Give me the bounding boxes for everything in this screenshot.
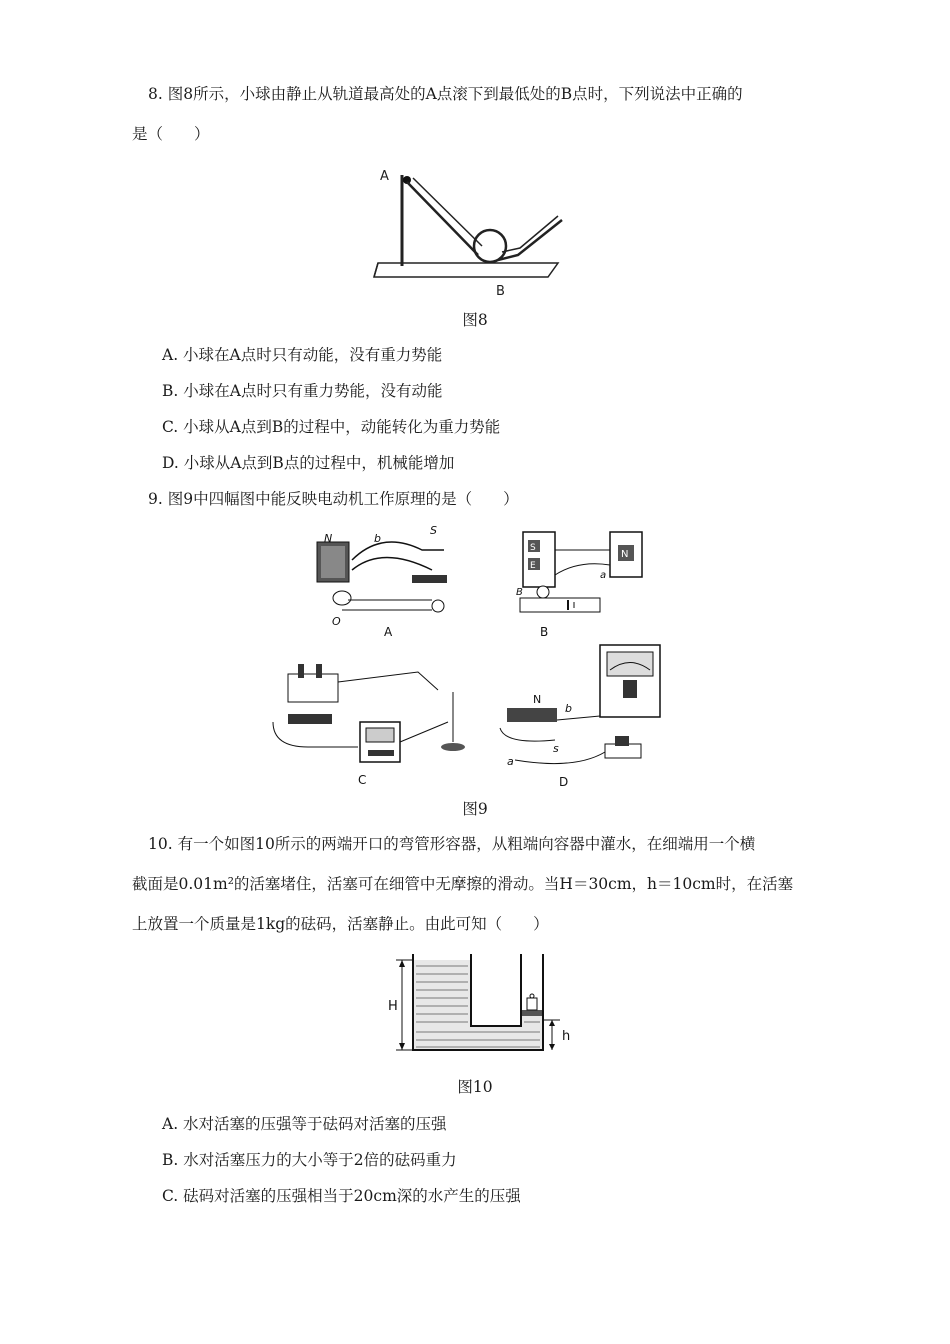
svg-text:E: E — [530, 561, 536, 571]
figure-9d-label: D — [559, 775, 569, 789]
figure-9a-label: A — [384, 625, 393, 639]
svg-text:b: b — [374, 532, 381, 545]
svg-text:B: B — [516, 587, 523, 598]
svg-text:s: s — [553, 742, 559, 755]
figure-10 — [380, 950, 580, 1060]
figure-9d — [495, 640, 675, 790]
q9-stem: 9. 图9中四幅图中能反映电动机工作原理的是（ ） — [148, 490, 519, 508]
q10-stem-line1: 10. 有一个如图10所示的两端开口的弯管形容器，从粗端向容器中灌水，在细端用一个横 — [148, 835, 756, 853]
figure-9c — [268, 652, 478, 792]
q8-option-b: B. 小球在A点时只有重力势能，没有动能 — [162, 382, 443, 400]
svg-text:N: N — [324, 532, 333, 545]
figure-10-label-h-upper: H — [388, 999, 398, 1014]
figure-8-caption: 图8 — [462, 311, 488, 329]
q8-option-c: C. 小球从A点到B的过程中，动能转化为重力势能 — [162, 418, 501, 436]
svg-text:N: N — [533, 693, 542, 706]
figure-10-caption: 图10 — [457, 1078, 493, 1096]
figure-8-label-b: B — [496, 284, 505, 299]
q8-option-d: D. 小球从A点到B点的过程中，机械能增加 — [162, 454, 455, 472]
svg-text:a: a — [600, 570, 607, 581]
q10-option-c: C. 砝码对活塞的压强相当于20cm深的水产生的压强 — [162, 1187, 521, 1205]
q8-stem-line2: 是（ ） — [132, 125, 210, 143]
svg-text:b: b — [565, 702, 572, 715]
svg-text:O: O — [332, 615, 341, 628]
q10-stem-line3: 上放置一个质量是1kg的砝码，活塞静止。由此可知（ ） — [132, 915, 549, 933]
svg-text:S: S — [530, 543, 536, 553]
q8-option-a: A. 小球在A点时只有动能，没有重力势能 — [162, 346, 443, 364]
figure-9a — [312, 520, 462, 640]
figure-9-caption: 图9 — [462, 800, 488, 818]
figure-8 — [370, 160, 570, 300]
q10-stem-line2: 截面是0.01m²的活塞堵住，活塞可在细管中无摩擦的滑动。当H＝30cm，h＝10cm时，在活塞 — [132, 875, 794, 893]
figure-10-label-h-lower: h — [562, 1029, 571, 1044]
figure-8-label-a: A — [380, 169, 389, 184]
svg-text:S: S — [430, 524, 437, 537]
svg-text:a: a — [507, 755, 514, 768]
q10-option-a: A. 水对活塞的压强等于砝码对活塞的压强 — [162, 1115, 447, 1133]
q10-option-b: B. 水对活塞压力的大小等于2倍的砝码重力 — [162, 1151, 457, 1169]
figure-9b — [508, 520, 648, 640]
figure-9c-label: C — [358, 773, 367, 787]
q8-stem-line1: 8. 图8所示，小球由静止从轨道最高处的A点滚下到最低处的B点时，下列说法中正确的 — [148, 85, 743, 103]
figure-9b-label: B — [540, 625, 549, 639]
svg-text:N: N — [621, 549, 629, 560]
